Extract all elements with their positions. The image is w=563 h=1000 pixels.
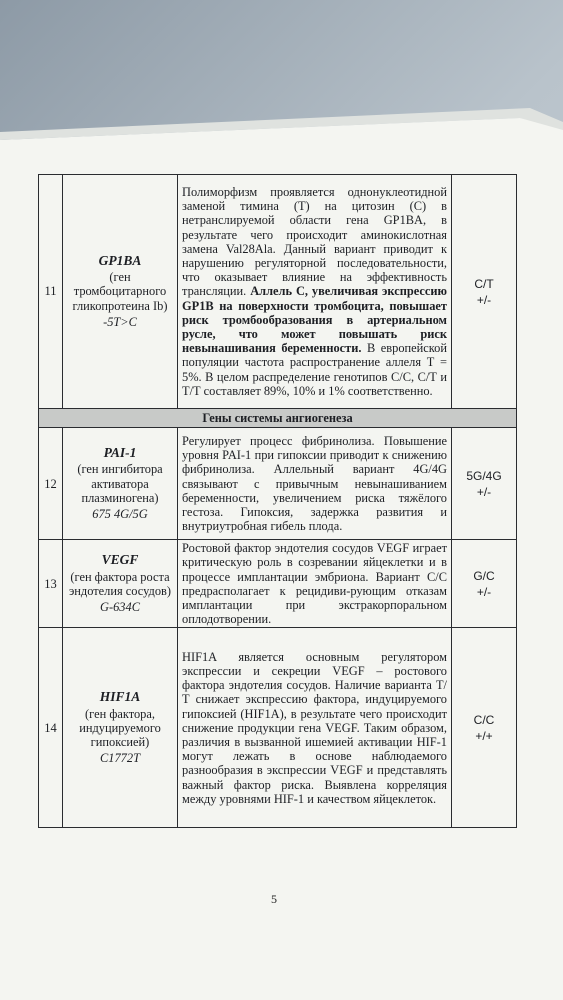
gene-full-name: (ген фактора, индуцируемого гипоксией) — [79, 706, 161, 750]
genotype-value: G/C — [473, 568, 495, 583]
gene-full-name: (ген тромбоцитарного гликопротеина Ib) — [72, 270, 168, 313]
description-cell — [178, 175, 452, 409]
gene-symbol: GP1BA — [98, 252, 142, 268]
table-row — [39, 175, 517, 409]
table-row — [39, 428, 517, 540]
genotype-cell — [452, 540, 517, 628]
genotype-value: С/С — [473, 712, 495, 727]
gene-variant: 675 4G/5G — [92, 507, 148, 521]
genetics-table — [38, 174, 517, 828]
gene-cell — [63, 175, 178, 409]
gene-full-name: (ген ингибитора активатора плазминогена) — [77, 462, 163, 505]
section-header-row — [39, 409, 517, 428]
genotype-cell — [452, 428, 517, 540]
genotype-value: С/Т — [474, 276, 494, 291]
genotype-sign: +/- — [476, 484, 492, 499]
row-number: 12 — [39, 428, 63, 540]
genotype-value: 5G/4G — [466, 468, 502, 483]
page-number: 5 — [271, 892, 277, 906]
row-number: 11 — [39, 175, 63, 409]
gene-full-name: (ген фактора роста эндотелия сосудов) — [68, 569, 172, 598]
row-number: 14 — [39, 628, 63, 828]
gene-cell — [63, 628, 178, 828]
description-cell: Ростовой фактор эндотелия сосудов VEGF играет критическую роль в созревании яйцеклетки и в процессе имплантации эмбриона. Вариант С/С предрасполагает к рецидиви-рующим отказам имплантации при экстракорпоральном оплодотворении. — [178, 540, 452, 628]
table-row — [39, 628, 517, 828]
genotype-sign: +/- — [476, 584, 492, 599]
description-tail-text: В европейской популяции частота распространение аллеля Т = 5%. В целом распределение генотипов С/С, С/Т и Т/Т составляет 89%, 10% и 1% соответственно. — [182, 341, 447, 398]
section-title: Гены системы ангиогенеза — [39, 409, 517, 428]
description-cell: Регулирует процесс фибринолиза. Повышение уровня PAI-1 при гипоксии приводит к снижению фибринолиза. Аллельный вариант 4G/4G связывают с привычным невынашиванием беременности, увеличением риска тяжёлого гестоза. Гипоксия, задержка развития и внутриутробная гибель плода. — [178, 428, 452, 540]
genotype-sign: +/+ — [475, 728, 493, 743]
genotype-cell — [452, 175, 517, 409]
gene-symbol: VEGF — [101, 552, 139, 568]
gene-cell — [63, 428, 178, 540]
description-bold-text: Аллель С, увеличивая экспрессию GP1B на поверхности тромбоцита, повышает риск тромбообразования в артериальном русле, что может повышать риск невынашивания беременности. — [182, 284, 447, 356]
description-text: Полиморфизм проявляется однонуклеотидной заменой тимина (Т) на цитозин (С) в нетранслируемой области гена GP1BA, в результате чего происходит аминокислотная замена Val28Ala. Данный вариант приводит к нарушению регуляторной последовательности, что оказывает влияние на эффективность трансляции. — [182, 184, 447, 299]
gene-variant: -5T>C — [103, 314, 137, 329]
gene-symbol: HIF1A — [99, 689, 141, 705]
row-number: 13 — [39, 540, 63, 628]
gene-symbol: PAI-1 — [103, 445, 137, 461]
genotype-cell — [452, 628, 517, 828]
genotype-sign: +/- — [476, 292, 492, 307]
gene-cell — [63, 540, 178, 628]
gene-variant: C1772T — [100, 751, 140, 766]
table-row — [39, 540, 517, 628]
description-cell: HIF1A является основным регулятором экспрессии и секреции VEGF – ростового фактора эндотелия сосудов. Наличие варианта Т/Т снижает экспрессию фактора, индуцируемого гипоксией (HIF1A), в результате чего происходит снижение продукции гена VEGF. Таким образом, различия в вызванной ишемией активации HIF-1 могут лежать в основе наблюдаемого разнообразия в экспрессии VEGF и представлять важный фактор риска. Выявлена корреляция между уровнями HIF-1 и качеством яйцеклеток. — [178, 628, 452, 828]
gene-variant: G-634C — [100, 600, 140, 615]
